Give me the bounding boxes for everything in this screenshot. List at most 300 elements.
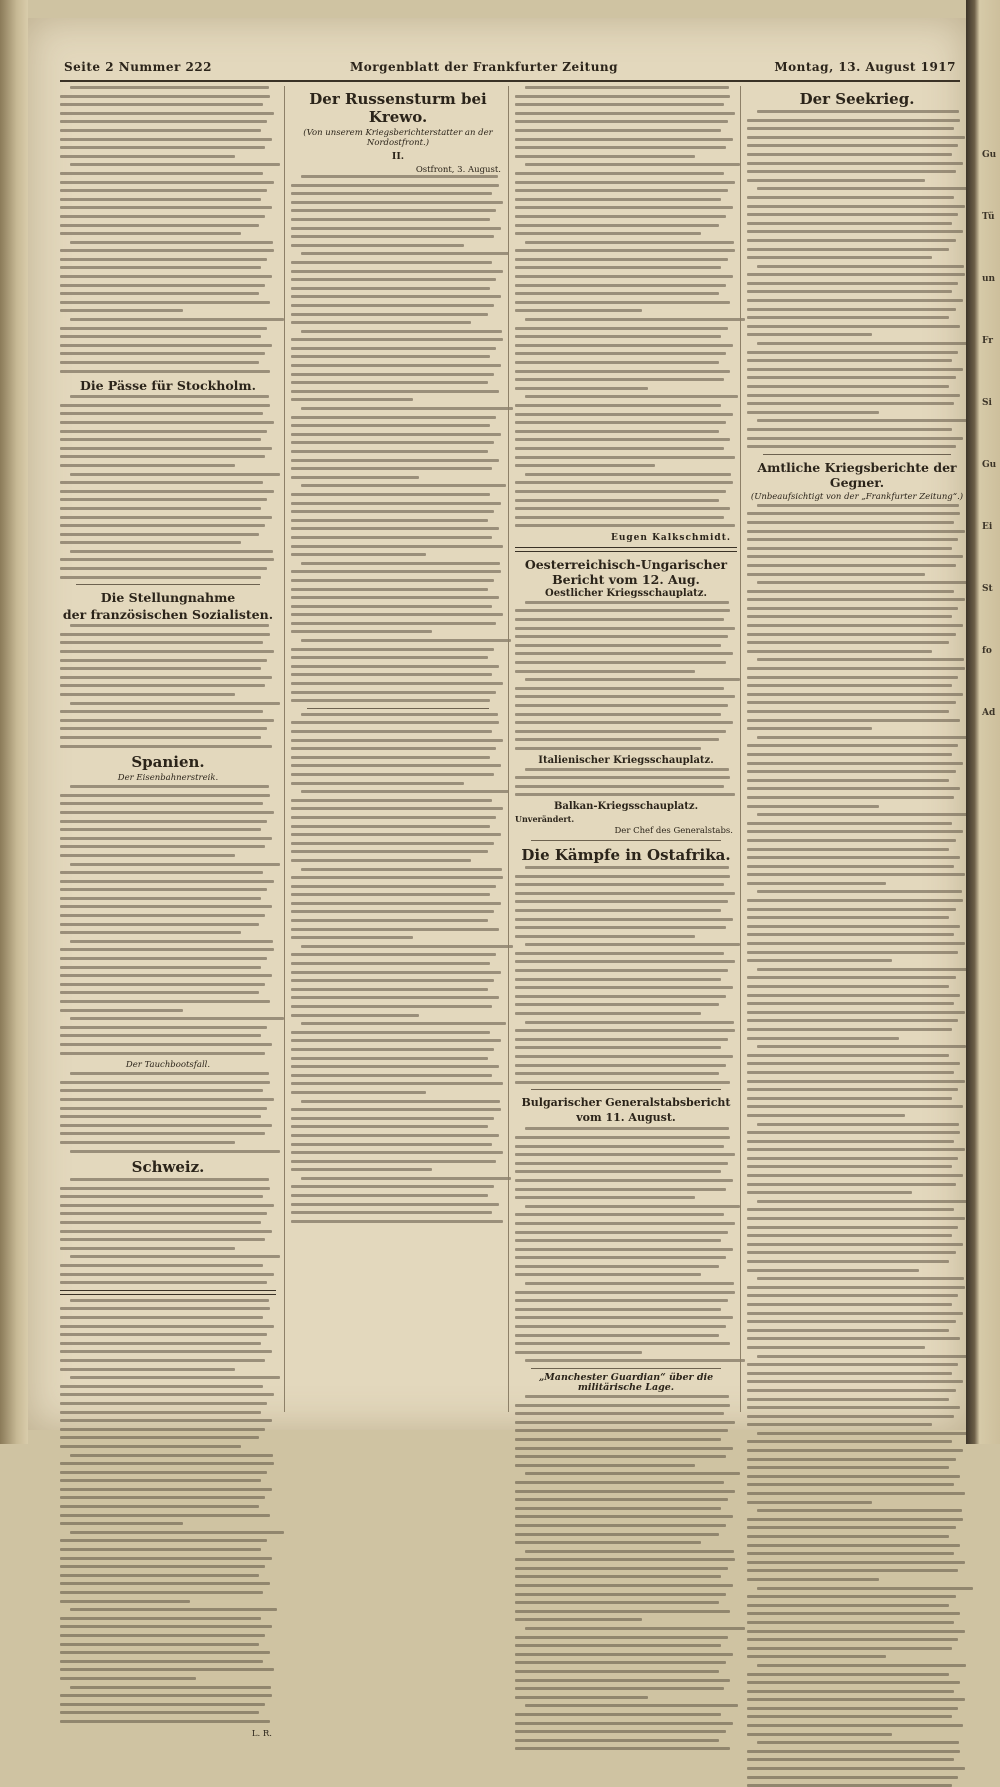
text-line <box>60 667 261 670</box>
text-line <box>70 163 280 166</box>
text-line <box>60 983 265 986</box>
text-line <box>747 359 952 362</box>
text-line <box>60 438 261 441</box>
text-line <box>515 232 701 235</box>
text-line <box>301 175 498 178</box>
text-line <box>747 1415 954 1418</box>
text-line <box>515 986 733 989</box>
text-line <box>525 943 740 946</box>
text-line <box>515 1661 726 1664</box>
adjacent-page-fragment: St <box>982 584 993 594</box>
text-line <box>291 665 499 668</box>
text-line <box>757 581 970 584</box>
text-line <box>747 119 960 122</box>
text-line <box>515 1029 735 1032</box>
text-line <box>515 1012 701 1015</box>
text-line <box>515 1421 735 1424</box>
text-line <box>747 762 963 765</box>
paper-title: Morgenblatt der Frankfurter Zeitung <box>350 60 619 74</box>
text-line <box>515 1498 728 1501</box>
text-line <box>515 1481 724 1484</box>
text-line <box>60 181 274 184</box>
text-line <box>60 1238 265 1241</box>
text-line <box>60 258 267 261</box>
text-line <box>515 730 726 733</box>
text-line <box>291 1065 499 1068</box>
text-line <box>60 524 265 527</box>
text-line <box>515 1239 721 1242</box>
text-line <box>747 770 956 773</box>
text-line <box>747 538 958 541</box>
text-line <box>291 816 496 819</box>
text-line <box>60 837 272 840</box>
divider <box>531 1368 721 1369</box>
text-line <box>60 659 267 662</box>
text-line <box>60 1488 272 1491</box>
text-line <box>291 1074 492 1077</box>
text-line <box>525 1395 729 1398</box>
text-line <box>60 1548 261 1551</box>
text-line <box>60 172 263 175</box>
text-line <box>291 699 490 702</box>
text-line <box>747 624 963 627</box>
text-line <box>515 1342 730 1345</box>
text-line <box>747 1260 949 1263</box>
text-line <box>747 1475 960 1478</box>
text-line <box>60 1505 259 1508</box>
section-divider <box>515 547 737 552</box>
text-line <box>747 1062 960 1065</box>
text-line <box>60 1539 267 1542</box>
text-line <box>515 900 728 903</box>
text-line <box>747 1449 963 1452</box>
text-line <box>515 627 735 630</box>
text-line <box>291 833 501 836</box>
text-line <box>291 730 492 733</box>
text-line <box>291 910 494 913</box>
text-line <box>291 355 490 358</box>
text-line <box>60 361 259 364</box>
text-line <box>291 979 494 982</box>
text-line <box>60 966 261 969</box>
text-line <box>747 994 960 997</box>
text-line <box>60 1668 274 1671</box>
text-line <box>60 1264 263 1267</box>
text-line <box>301 713 498 716</box>
text-line <box>291 630 432 633</box>
text-line <box>515 1222 735 1225</box>
text-line <box>291 192 492 195</box>
text-line <box>747 521 954 524</box>
text-line <box>757 1664 966 1667</box>
text-line <box>291 338 503 341</box>
text-line <box>60 1107 267 1110</box>
subhead-tauchbootsfall: Der Tauchbootsfall. <box>125 1060 211 1071</box>
text-line <box>60 335 261 338</box>
text-line <box>60 1089 263 1092</box>
column-1 <box>60 86 276 1739</box>
text-line <box>515 1455 726 1458</box>
divider <box>763 454 951 455</box>
text-line <box>515 1644 721 1647</box>
text-line <box>60 905 272 908</box>
text-line <box>747 1303 952 1306</box>
text-line <box>515 1325 726 1328</box>
text-line <box>757 1045 966 1048</box>
text-line <box>757 890 962 893</box>
text-line <box>747 1733 892 1736</box>
text-line <box>301 1177 511 1180</box>
text-line <box>60 112 274 115</box>
text-line <box>291 596 499 599</box>
headline-stellungnahme-2: der französischen Sozialisten. <box>62 607 274 623</box>
text-line <box>291 1143 492 1146</box>
text-line <box>515 785 724 788</box>
text-line <box>525 318 745 321</box>
text-line <box>291 1048 494 1051</box>
text-line <box>747 1423 932 1426</box>
text-line <box>291 416 496 419</box>
text-line <box>747 1398 949 1401</box>
text-line <box>747 1088 958 1091</box>
text-line <box>60 1212 267 1215</box>
text-line <box>747 1526 956 1529</box>
text-line <box>747 830 963 833</box>
text-line <box>747 1466 949 1469</box>
text-line <box>747 1320 956 1323</box>
text-line <box>515 284 726 287</box>
text-line <box>747 1501 872 1504</box>
text-line <box>60 727 267 730</box>
text-block <box>515 768 737 797</box>
text-line <box>60 455 265 458</box>
text-line <box>747 1217 965 1220</box>
text-line <box>70 785 269 788</box>
headline-paesse: Die Pässe für Stockholm. <box>79 378 256 394</box>
text-line <box>515 1046 721 1049</box>
text-line <box>291 570 501 573</box>
text-line <box>291 493 490 496</box>
text-line <box>70 1072 269 1075</box>
text-line <box>70 1686 271 1689</box>
text-line <box>515 301 730 304</box>
text-line <box>515 516 724 519</box>
text-line <box>291 527 499 530</box>
text-line <box>291 1031 490 1034</box>
text-line <box>747 1690 954 1693</box>
text-line <box>291 1134 499 1137</box>
text-line <box>515 499 719 502</box>
text-line <box>60 1009 183 1012</box>
text-line <box>70 1608 277 1611</box>
text-line <box>515 1447 733 1450</box>
text-line <box>757 1200 970 1203</box>
text-line <box>60 1000 270 1003</box>
text-line <box>515 644 721 647</box>
text-line <box>757 658 964 661</box>
text-line <box>60 507 261 510</box>
text-line <box>60 1393 274 1396</box>
text-line <box>515 704 728 707</box>
text-line <box>291 1039 501 1042</box>
text-line <box>515 1179 733 1182</box>
text-line <box>60 845 265 848</box>
text-line <box>291 270 503 273</box>
text-line <box>747 727 872 730</box>
text-line <box>291 1211 492 1214</box>
text-line <box>515 1610 730 1613</box>
text-line <box>515 327 728 330</box>
text-line <box>747 1561 965 1564</box>
text-line <box>291 807 503 810</box>
text-line <box>747 170 956 173</box>
text-line <box>60 1402 267 1405</box>
text-line <box>747 959 892 962</box>
text-line <box>291 893 490 896</box>
text-line <box>747 1114 905 1117</box>
book-binding-edge <box>0 0 28 1444</box>
text-line <box>60 327 267 330</box>
headline-bulgarisch: Bulgarischer Generalstabsbericht vom 11. August. <box>521 1096 731 1125</box>
text-block <box>747 110 967 448</box>
text-line <box>747 1363 958 1366</box>
text-line <box>60 249 274 252</box>
text-line <box>60 957 267 960</box>
text-line <box>515 969 728 972</box>
feuilleton-divider <box>60 1290 276 1295</box>
text-line <box>747 590 954 593</box>
text-line <box>515 309 642 312</box>
text-line <box>291 885 496 888</box>
text-line <box>60 206 272 209</box>
text-line <box>525 1627 745 1630</box>
text-line <box>747 1578 879 1581</box>
text-line <box>757 265 964 268</box>
text-line <box>291 287 490 290</box>
text-line <box>747 1518 963 1521</box>
text-line <box>515 1145 724 1148</box>
text-line <box>747 942 965 945</box>
text-line <box>747 1234 952 1237</box>
text-line <box>747 144 958 147</box>
text-line <box>291 1185 494 1188</box>
text-line <box>747 1183 956 1186</box>
text-line <box>515 875 730 878</box>
text-line <box>747 1638 958 1641</box>
text-line <box>291 433 501 436</box>
text-line <box>515 926 726 929</box>
text-line <box>515 1334 719 1337</box>
text-line <box>291 218 490 221</box>
text-line <box>515 258 728 261</box>
text-line <box>60 1034 261 1037</box>
text-line <box>60 558 274 561</box>
text-line <box>60 1411 261 1414</box>
text-line <box>747 564 956 567</box>
column-3 <box>508 86 737 1412</box>
text-line <box>291 799 492 802</box>
text-line <box>60 464 235 467</box>
text-line <box>747 1174 963 1177</box>
text-line <box>291 1091 426 1094</box>
text-line <box>515 695 735 698</box>
text-line <box>60 719 274 722</box>
text-line <box>70 241 273 244</box>
text-line <box>747 899 963 902</box>
text-line <box>60 1471 267 1474</box>
text-line <box>747 925 960 928</box>
page-number-label: Seite 2 Nummer 222 <box>64 60 213 74</box>
text-line <box>291 613 503 616</box>
subhead-amtliche: (Unbeaufsichtigt von der „Frankfurter Zeitung“.) <box>750 491 964 502</box>
text-line <box>515 456 735 459</box>
text-line <box>515 507 730 510</box>
text-line <box>525 1472 740 1475</box>
text-line <box>515 1533 719 1536</box>
text-line <box>515 155 695 158</box>
text-line <box>60 1081 270 1084</box>
text-line <box>60 1617 261 1620</box>
text-line <box>515 421 726 424</box>
text-line <box>747 1191 912 1194</box>
text-line <box>747 684 952 687</box>
text-line <box>515 935 695 938</box>
text-line <box>515 1584 733 1587</box>
text-line <box>60 146 265 149</box>
text-line <box>291 450 488 453</box>
text-line <box>747 437 963 440</box>
text-line <box>747 1707 958 1710</box>
text-block <box>515 86 737 527</box>
text-line <box>60 641 263 644</box>
text-line <box>747 179 925 182</box>
text-line <box>70 318 284 321</box>
text-line <box>291 201 503 204</box>
text-line <box>747 1552 954 1555</box>
text-line <box>747 796 954 799</box>
text-line <box>70 863 280 866</box>
text-line <box>747 822 952 825</box>
text-line <box>747 607 958 610</box>
text-line <box>515 1188 726 1191</box>
text-line <box>747 1604 949 1607</box>
text-line <box>70 1017 284 1020</box>
text-line <box>515 524 735 527</box>
text-line <box>60 1307 270 1310</box>
text-line <box>70 395 269 398</box>
text-line <box>291 278 496 281</box>
text-line <box>60 430 267 433</box>
text-line <box>747 908 956 911</box>
text-line <box>60 633 270 636</box>
text-line <box>757 736 975 739</box>
text-line <box>515 1064 726 1067</box>
text-line <box>60 1124 272 1127</box>
adjacent-page-fragment: fo <box>982 646 992 656</box>
text-line <box>757 1123 959 1126</box>
text-line <box>747 1372 952 1375</box>
text-line <box>757 1277 964 1280</box>
text-line <box>291 227 501 230</box>
text-line <box>70 550 273 553</box>
text-line <box>515 1213 724 1216</box>
headline-russensturm: Der Russensturm bei Krewo. <box>309 90 487 126</box>
text-line <box>747 1767 965 1770</box>
text-line <box>747 282 958 285</box>
text-block <box>60 86 276 373</box>
text-line <box>747 573 925 576</box>
text-line <box>515 1438 721 1441</box>
text-block <box>515 1127 737 1362</box>
text-line <box>747 985 949 988</box>
text-line <box>515 120 728 123</box>
text-line <box>291 648 494 651</box>
headline-seekrieg: Der Seekrieg. <box>799 90 915 108</box>
text-line <box>291 850 488 853</box>
text-line <box>291 304 494 307</box>
text-line <box>747 1329 949 1332</box>
text-line <box>747 1011 965 1014</box>
text-line <box>291 1125 488 1128</box>
text-line <box>291 1151 503 1154</box>
text-line <box>60 198 261 201</box>
text-line <box>747 779 949 782</box>
text-line <box>291 782 464 785</box>
text-line <box>60 1643 259 1646</box>
adjacent-page-fragment: Ei <box>982 522 993 532</box>
text-line <box>747 598 965 601</box>
text-line <box>747 641 949 644</box>
text-line <box>515 1593 726 1596</box>
adjacent-page-fragment: Ad <box>982 708 996 718</box>
text-line <box>60 1582 270 1585</box>
text-line <box>291 1117 494 1120</box>
text-line <box>515 413 733 416</box>
text-line <box>60 736 261 739</box>
text-line <box>515 1081 730 1084</box>
text-line <box>70 1178 269 1181</box>
text-line <box>60 1043 272 1046</box>
text-line <box>747 1105 963 1108</box>
text-line <box>291 459 499 462</box>
text-line <box>515 1291 735 1294</box>
text-line <box>60 1247 235 1250</box>
text-block <box>747 504 967 1787</box>
divider <box>76 584 260 585</box>
text-line <box>60 138 272 141</box>
text-line <box>60 676 272 679</box>
text-line <box>747 1019 958 1022</box>
text-line <box>747 1054 949 1057</box>
text-line <box>747 1080 965 1083</box>
text-line <box>747 1544 960 1547</box>
text-line <box>515 995 726 998</box>
text-line <box>515 370 730 373</box>
text-line <box>60 404 270 407</box>
text-line <box>515 1618 642 1621</box>
text-line <box>291 739 503 742</box>
text-line <box>515 1636 728 1639</box>
text-line <box>515 892 735 895</box>
text-line <box>525 86 729 89</box>
text-line <box>747 1165 952 1168</box>
text-line <box>747 205 965 208</box>
text-line <box>747 1380 963 1383</box>
text-line <box>747 1655 886 1658</box>
text-line <box>515 481 733 484</box>
text-line <box>291 1082 503 1085</box>
text-line <box>515 1687 724 1690</box>
